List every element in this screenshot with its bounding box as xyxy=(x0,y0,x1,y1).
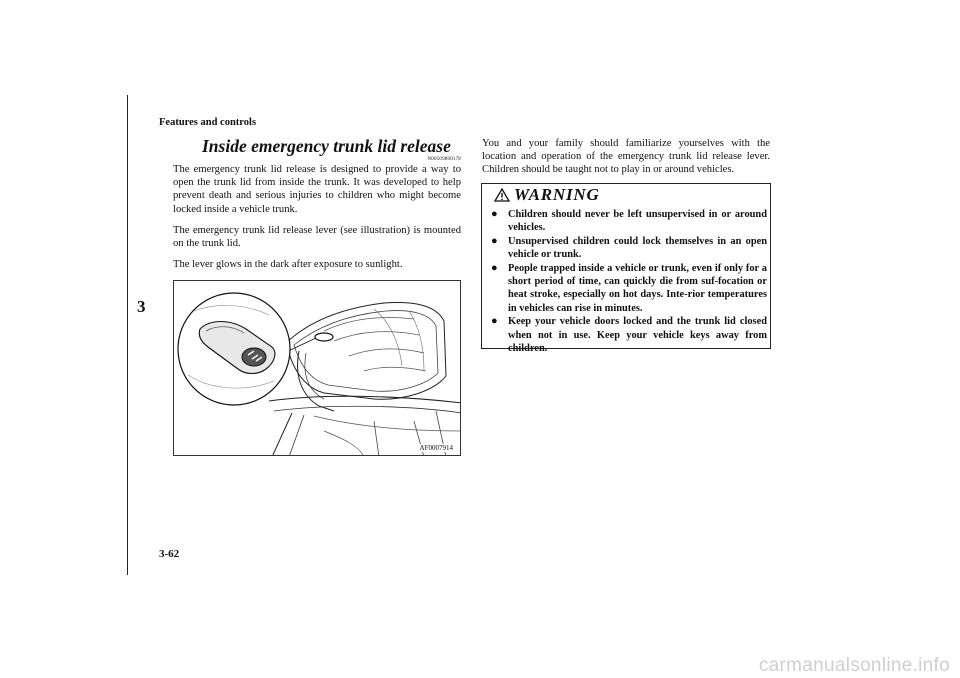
section-code: N00509800178 xyxy=(427,157,461,162)
section-header: Features and controls xyxy=(159,117,257,128)
bullet-icon: ● xyxy=(491,234,498,247)
bullet-icon: ● xyxy=(491,261,498,274)
trunk-illustration xyxy=(173,280,461,456)
warning-item-text: Unsupervised children could lock themselves in an open vehicle or trunk. xyxy=(508,235,767,261)
warning-item-text: Children should never be left unsupervised in or around vehicles. xyxy=(508,209,767,234)
warning-list xyxy=(491,208,767,355)
chapter-number: 3 xyxy=(137,297,146,316)
warning-item xyxy=(491,262,767,316)
chapter-tab xyxy=(127,95,154,575)
warning-item-text: People trapped inside a vehicle or trunk, even if only for a short period of time, can quickly die from suf-focation or heat stroke, especially on hot days. Inte-rior temperatures in vehicles can rise in minutes. xyxy=(508,262,767,314)
bullet-icon: ● xyxy=(491,315,498,328)
page-number: 3-62 xyxy=(159,548,180,560)
paragraph-purpose: The emergency trunk lid release is designed to provide a way to open the trunk lid from inside the trunk. It was developed to help prevent death and serious injuries to children who might become locked inside a vehicle trunk. xyxy=(173,164,461,215)
warning-box xyxy=(481,183,771,355)
right-column xyxy=(482,137,770,185)
warning-item xyxy=(491,208,767,235)
trunk-lid-drawing xyxy=(174,281,461,456)
warning-item xyxy=(491,235,767,262)
paragraph-familiarize: You and your family should familiarize yourselves with the location and operation of the emergency trunk lid release lever. Children should be taught not to play in or around vehicles. xyxy=(482,138,770,176)
figure-id: AF0007914 xyxy=(419,444,453,452)
paragraph-glow: The lever glows in the dark after exposure to sunlight. xyxy=(173,259,403,271)
warning-triangle-icon xyxy=(494,188,510,202)
page-title: Inside emergency trunk lid release xyxy=(202,136,451,156)
warning-header xyxy=(494,185,600,205)
bullet-icon: ● xyxy=(491,208,498,220)
warning-item-text: Keep your vehicle doors locked and the trunk lid closed when not in use. Keep your vehicle keys away from children. xyxy=(508,316,767,355)
warning-item xyxy=(491,315,767,355)
warning-title: WARNING xyxy=(514,185,600,204)
paragraph-location: The emergency trunk lid release lever (see illustration) is mounted on the trunk lid. xyxy=(173,224,461,250)
watermark[interactable]: carmanualsonline.info xyxy=(758,655,950,676)
left-column xyxy=(173,136,461,279)
